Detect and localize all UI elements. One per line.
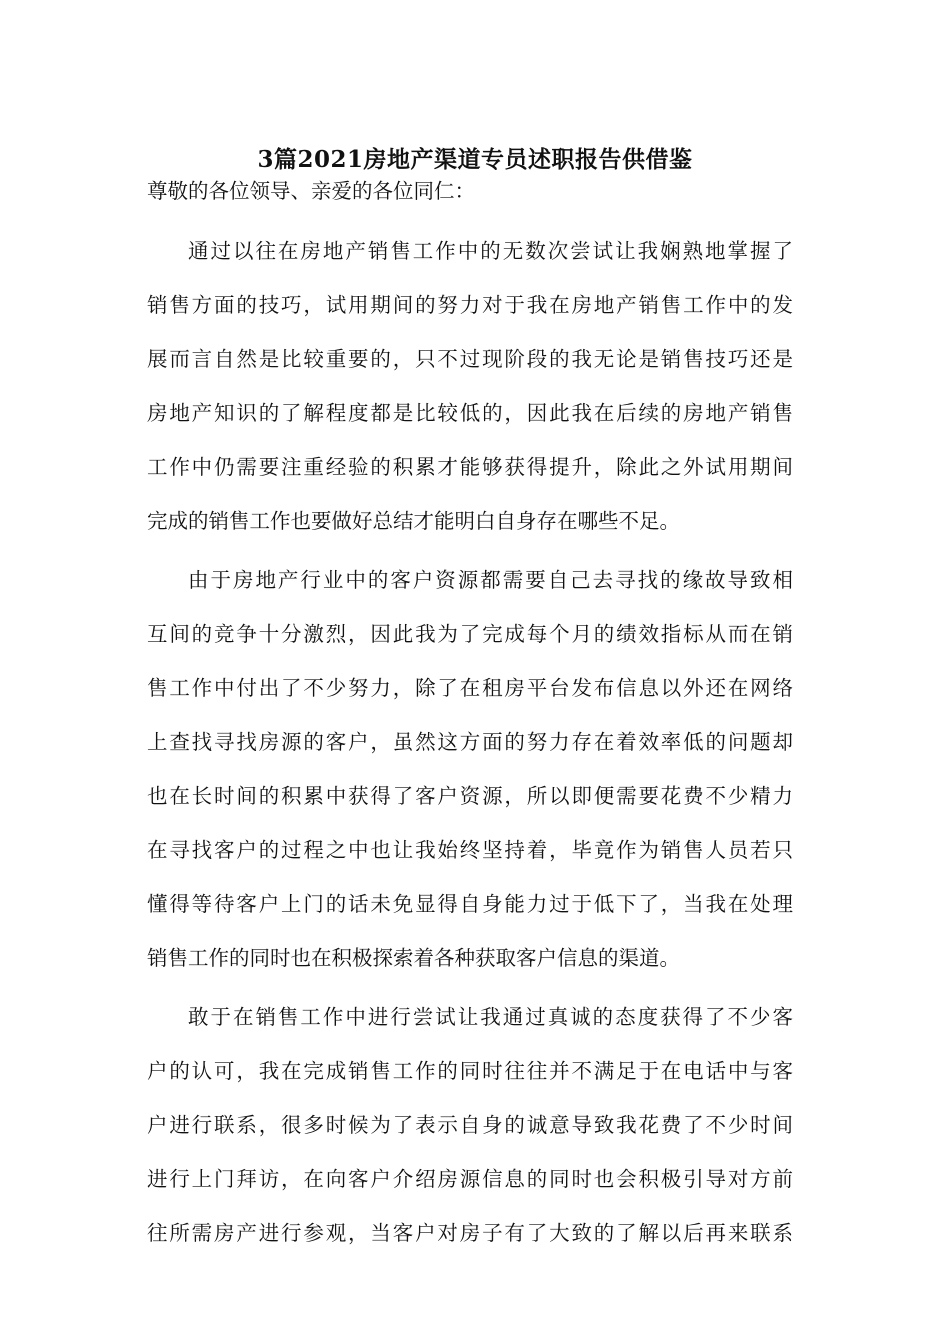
greeting-line: 尊敬的各位领导、亲爱的各位同仁： [147,179,475,203]
paragraph-line: 在寻找客户的过程之中也让我始终坚持着，毕竟作为销售人员若只 [147,838,793,862]
paragraph-line: 售工作中付出了不少努力，除了在租房平台发布信息以外还在网络 [147,676,793,700]
document-title: 3篇2021房地产渠道专员述职报告供借鉴 [257,146,693,173]
paragraph-line: 通过以往在房地产销售工作中的无数次尝试让我娴熟地掌握了 [188,239,793,263]
paragraph-line: 展而言自然是比较重要的，只不过现阶段的我无论是销售技巧还是 [147,347,793,371]
paragraph-line: 互间的竞争十分激烈，因此我为了完成每个月的绩效指标从而在销 [147,622,793,646]
paragraph-line: 销售工作的同时也在积极探索着各种获取客户信息的渠道。 [147,946,680,970]
paragraph-line: 房地产知识的了解程度都是比较低的，因此我在后续的房地产销售 [147,401,793,425]
paragraph-line: 销售方面的技巧，试用期间的努力对于我在房地产销售工作中的发 [147,293,793,317]
paragraph-line: 懂得等待客户上门的话未免显得自身能力过于低下了，当我在处理 [147,892,793,916]
paragraph-line: 由于房地产行业中的客户资源都需要自己去寻找的缘故导致相 [188,568,793,592]
paragraph-line: 进行上门拜访，在向客户介绍房源信息的同时也会积极引导对方前 [147,1167,793,1191]
paragraph-line: 敢于在销售工作中进行尝试让我通过真诚的态度获得了不少客 [188,1005,793,1029]
paragraph-line: 户的认可，我在完成销售工作的同时往往并不满足于在电话中与客 [147,1059,793,1083]
paragraph-line: 完成的销售工作也要做好总结才能明白自身存在哪些不足。 [147,509,680,533]
paragraph-line: 上查找寻找房源的客户，虽然这方面的努力存在着效率低的问题却 [147,730,793,754]
paragraph-line: 户进行联系，很多时候为了表示自身的诚意导致我花费了不少时间 [147,1113,793,1137]
paragraph-line: 往所需房产进行参观，当客户对房子有了大致的了解以后再来联系 [147,1221,793,1245]
paragraph-line: 工作中仍需要注重经验的积累才能够获得提升，除此之外试用期间 [147,455,793,479]
paragraph-line: 也在长时间的积累中获得了客户资源，所以即便需要花费不少精力 [147,784,793,808]
